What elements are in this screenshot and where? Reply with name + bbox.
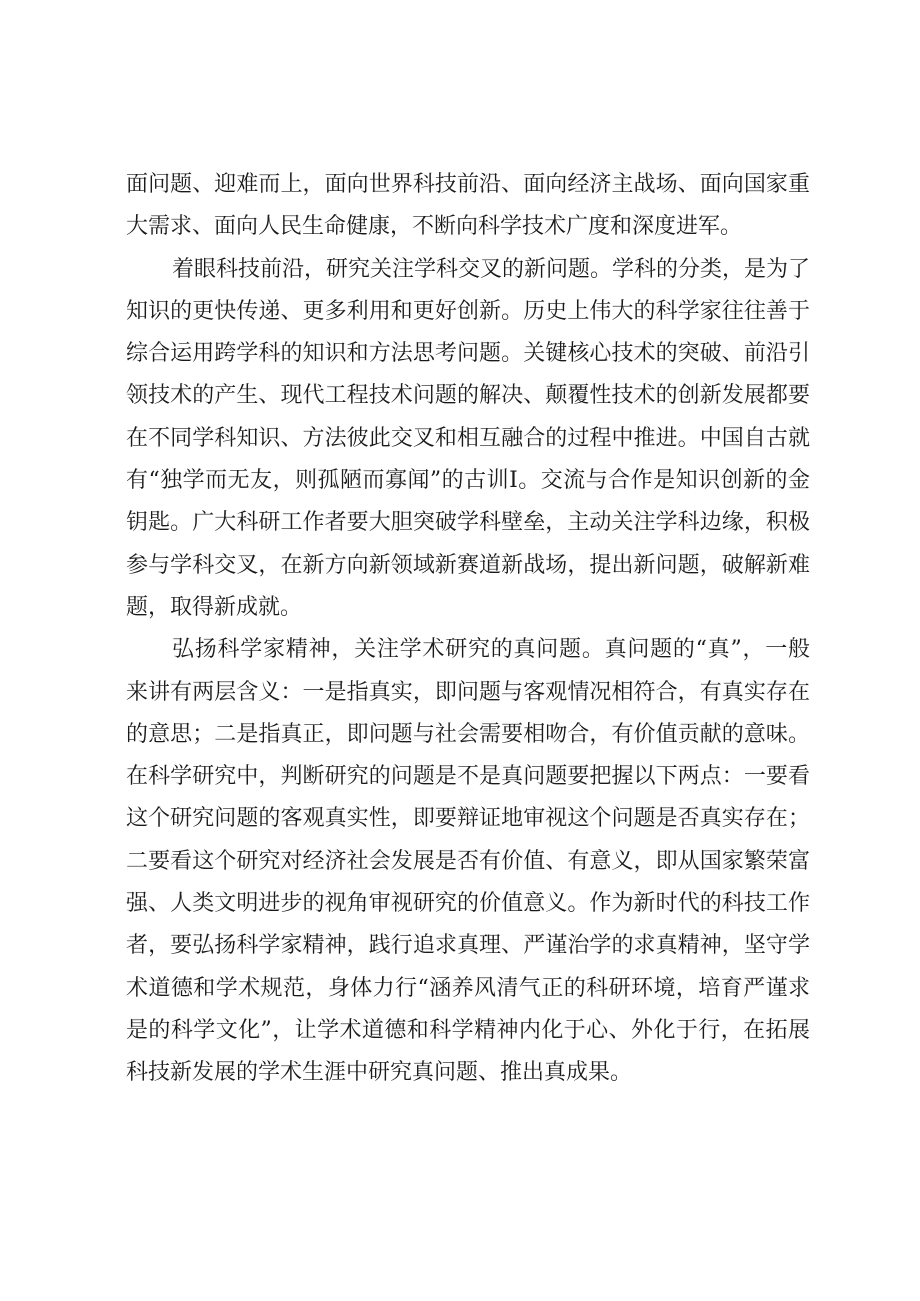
body-text — [126, 164, 810, 1095]
paragraph-interdisciplinary: 着眼科技前沿，研究关注学科交叉的新问题。学科的分类，是为了知识的更快传递、更多利用和更好创新。历史上伟大的科学家往往善于综合运用跨学科的知识和方法思考问题。关键核心技术的突破、前沿引领技术的产生、现代工程技术问题的解决、颠覆性技术的创新发展都要在不同学科知识、方法彼此交叉和相互融合的过程中推进。中国自古就有“独学而无友，则孤陋而寡闻”的古训I。交流与合作是知识创新的金钥匙。广大科研工作者要大胆突破学科壁垒，主动关注学科边缘，积极参与学科交叉，在新方向新领域新赛道新战场，提出新问题，破解新难题，取得新成就。 — [126, 256, 811, 620]
paragraph-continuation: 面问题、迎难而上，面向世界科技前沿、面向经济主战场、面向国家重大需求、面向人民生命健康，不断向科学技术广度和深度进军。 — [126, 172, 810, 240]
paragraph-true-problems: 弘扬科学家精神，关注学术研究的真问题。真问题的“真”，一般来讲有两层含义：一是指真实，即问题与客观情况相符合，有真实存在的意思；二是指真正，即问题与社会需要相吻合，有价值贡献的意味。在科学研究中，判断研究的问题是不是真问题要把握以下两点：一要看这个研究问题的客观真实性，即要辩证地审视这个问题是否真实存在；二要看这个研究对经济社会发展是否有价值、有意义，即从国家繁荣富强、人类文明进步的视角审视研究的价值意义。作为新时代的科技工作者，要弘扬科学家精神，践行追求真理、严谨治学的求真精神，坚守学术道德和学术规范，身体力行“涵养风清气正的科研环境，培育严谨求是的科学文化”，让学术道德和科学精神内化于心、外化于行，在拓展科技新发展的学术生涯中研究真问题、推出真成果。 — [126, 637, 810, 1086]
